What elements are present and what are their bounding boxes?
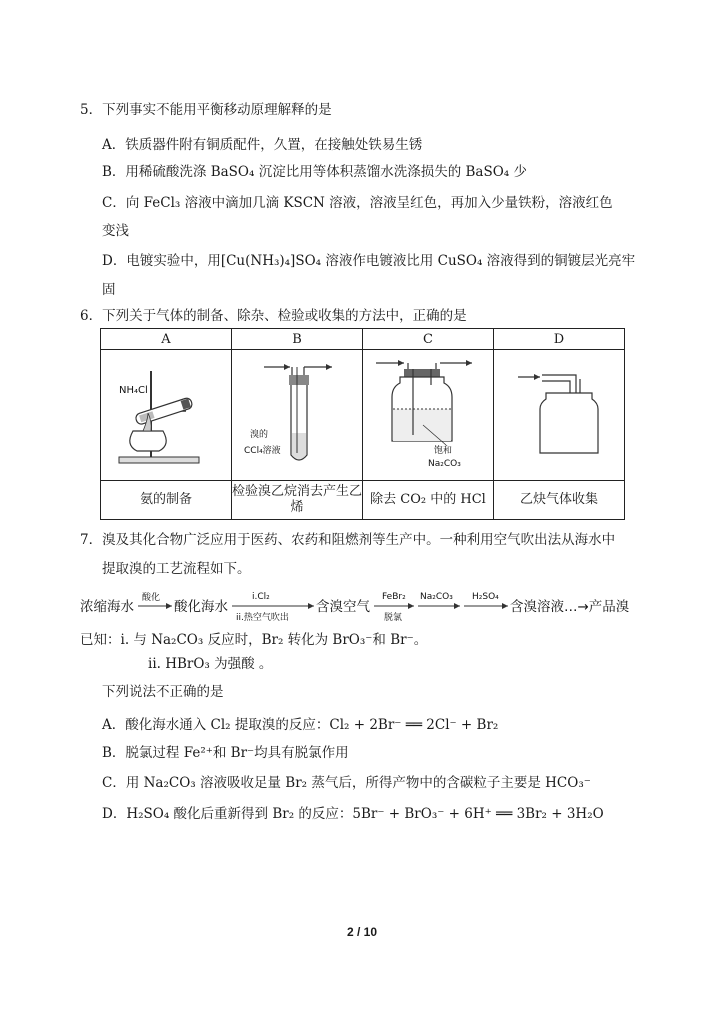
gas-wash-bottle-diagram: [368, 353, 488, 473]
apparatus-c-cell: [363, 350, 494, 481]
q5-stem: 5．下列事实不能用平衡移动原理解释的是: [80, 102, 332, 118]
q5-option-d-cont: 固: [102, 282, 116, 298]
process-flow-diagram: [80, 586, 640, 626]
col-header-a: A: [101, 329, 232, 350]
caption-b: 检验溴乙烷消去产生乙烯: [232, 481, 363, 520]
q7-option-a: A．酸化海水通入 Cl₂ 提取溴的反应：Cl₂ + 2Br⁻ ══ 2Cl⁻ + Br₂: [102, 717, 499, 733]
q7-option-d: D．H₂SO₄ 酸化后重新得到 Br₂ 的反应：5Br⁻ + BrO₃⁻ + 6H⁺ ══ 3Br₂ + 3H₂O: [102, 806, 604, 822]
q5-option-b: B．用稀硫酸洗涤 BaSO₄ 沉淀比用等体积蒸馏水洗涤损失的 BaSO₄ 少: [102, 164, 527, 180]
q6-stem: 6．下列关于气体的制备、除杂、检验或收集的方法中，正确的是: [80, 308, 467, 324]
q7-option-b: B．脱氯过程 Fe²⁺和 Br⁻均具有脱氯作用: [102, 745, 349, 761]
col-header-b: B: [232, 329, 363, 350]
q7-option-c: C．用 Na₂CO₃ 溶液吸收足量 Br₂ 蒸气后，所得产物中的含碳粒子主要是 HCO₃⁻: [102, 775, 591, 791]
page-number: 2 / 10: [346, 925, 378, 939]
ethylene-test-diagram: [242, 353, 352, 473]
reagent-label-a: NH₄Cl: [119, 385, 148, 396]
apparatus-table: [100, 328, 625, 520]
flow-node-acidified-seawater: 酸化海水: [174, 599, 228, 615]
gas-collection-diagram: [504, 353, 614, 473]
ammonia-apparatus-diagram: [111, 353, 221, 473]
apparatus-d-cell: [494, 350, 625, 481]
flow-step-febr2: FeBr₂: [382, 592, 406, 602]
flow-step-hot-air: ii.热空气吹出: [236, 613, 289, 623]
flow-node-bromine-solution-product: 含溴溶液…→产品溴: [510, 599, 630, 615]
q7-question: 下列说法不正确的是: [102, 684, 224, 700]
q5-option-a: A．铁质器件附有铜质配件，久置，在接触处铁易生锈: [102, 137, 423, 153]
q7-known-2: ii. HBrO₃ 为强酸 。: [148, 656, 273, 672]
q5-option-d: D．电镀实验中，用[Cu(NH₃)₄]SO₄ 溶液作电镀液比用 CuSO₄ 溶液得到的铜镀层光亮牢: [102, 253, 636, 269]
caption-d: 乙炔气体收集: [494, 481, 625, 520]
col-header-c: C: [363, 329, 494, 350]
q7-stem-line2: 提取溴的工艺流程如下。: [102, 561, 251, 577]
reagent-label-c-1: 饱和: [434, 446, 453, 456]
reagent-label-b-1: 溴的: [250, 430, 269, 440]
col-header-d: D: [494, 329, 625, 350]
q5-option-c-cont: 变浅: [102, 223, 129, 239]
apparatus-b-cell: [232, 350, 363, 481]
caption-a: 氨的制备: [101, 481, 232, 520]
flow-node-concentrated-seawater: 浓缩海水: [80, 599, 134, 615]
flow-step-na2co3: Na₂CO₃: [420, 592, 453, 602]
q5-option-c: C．向 FeCl₃ 溶液中滴加几滴 KSCN 溶液，溶液呈红色，再加入少量铁粉，溶液红色: [102, 195, 613, 211]
flow-step-chlorine: i.Cl₂: [252, 592, 270, 602]
apparatus-a-cell: [101, 350, 232, 481]
flow-step-h2so4: H₂SO₄: [472, 592, 499, 602]
caption-c: 除去 CO₂ 中的 HCl: [363, 481, 494, 520]
flow-node-bromine-air: 含溴空气: [316, 599, 370, 615]
reagent-label-b-2: CCl₄溶液: [244, 446, 281, 456]
flow-step-acidify: 酸化: [142, 593, 161, 603]
reagent-label-c-2: Na₂CO₃: [428, 459, 461, 469]
flow-step-dechlorinate: 脱氯: [384, 613, 403, 623]
q7-known-1: 已知：i. 与 Na₂CO₃ 反应时，Br₂ 转化为 BrO₃⁻和 Br⁻。: [80, 632, 428, 648]
q7-stem-line1: 7．溴及其化合物广泛应用于医药、农药和阻燃剂等生产中。一种利用空气吹出法从海水中: [80, 532, 616, 548]
